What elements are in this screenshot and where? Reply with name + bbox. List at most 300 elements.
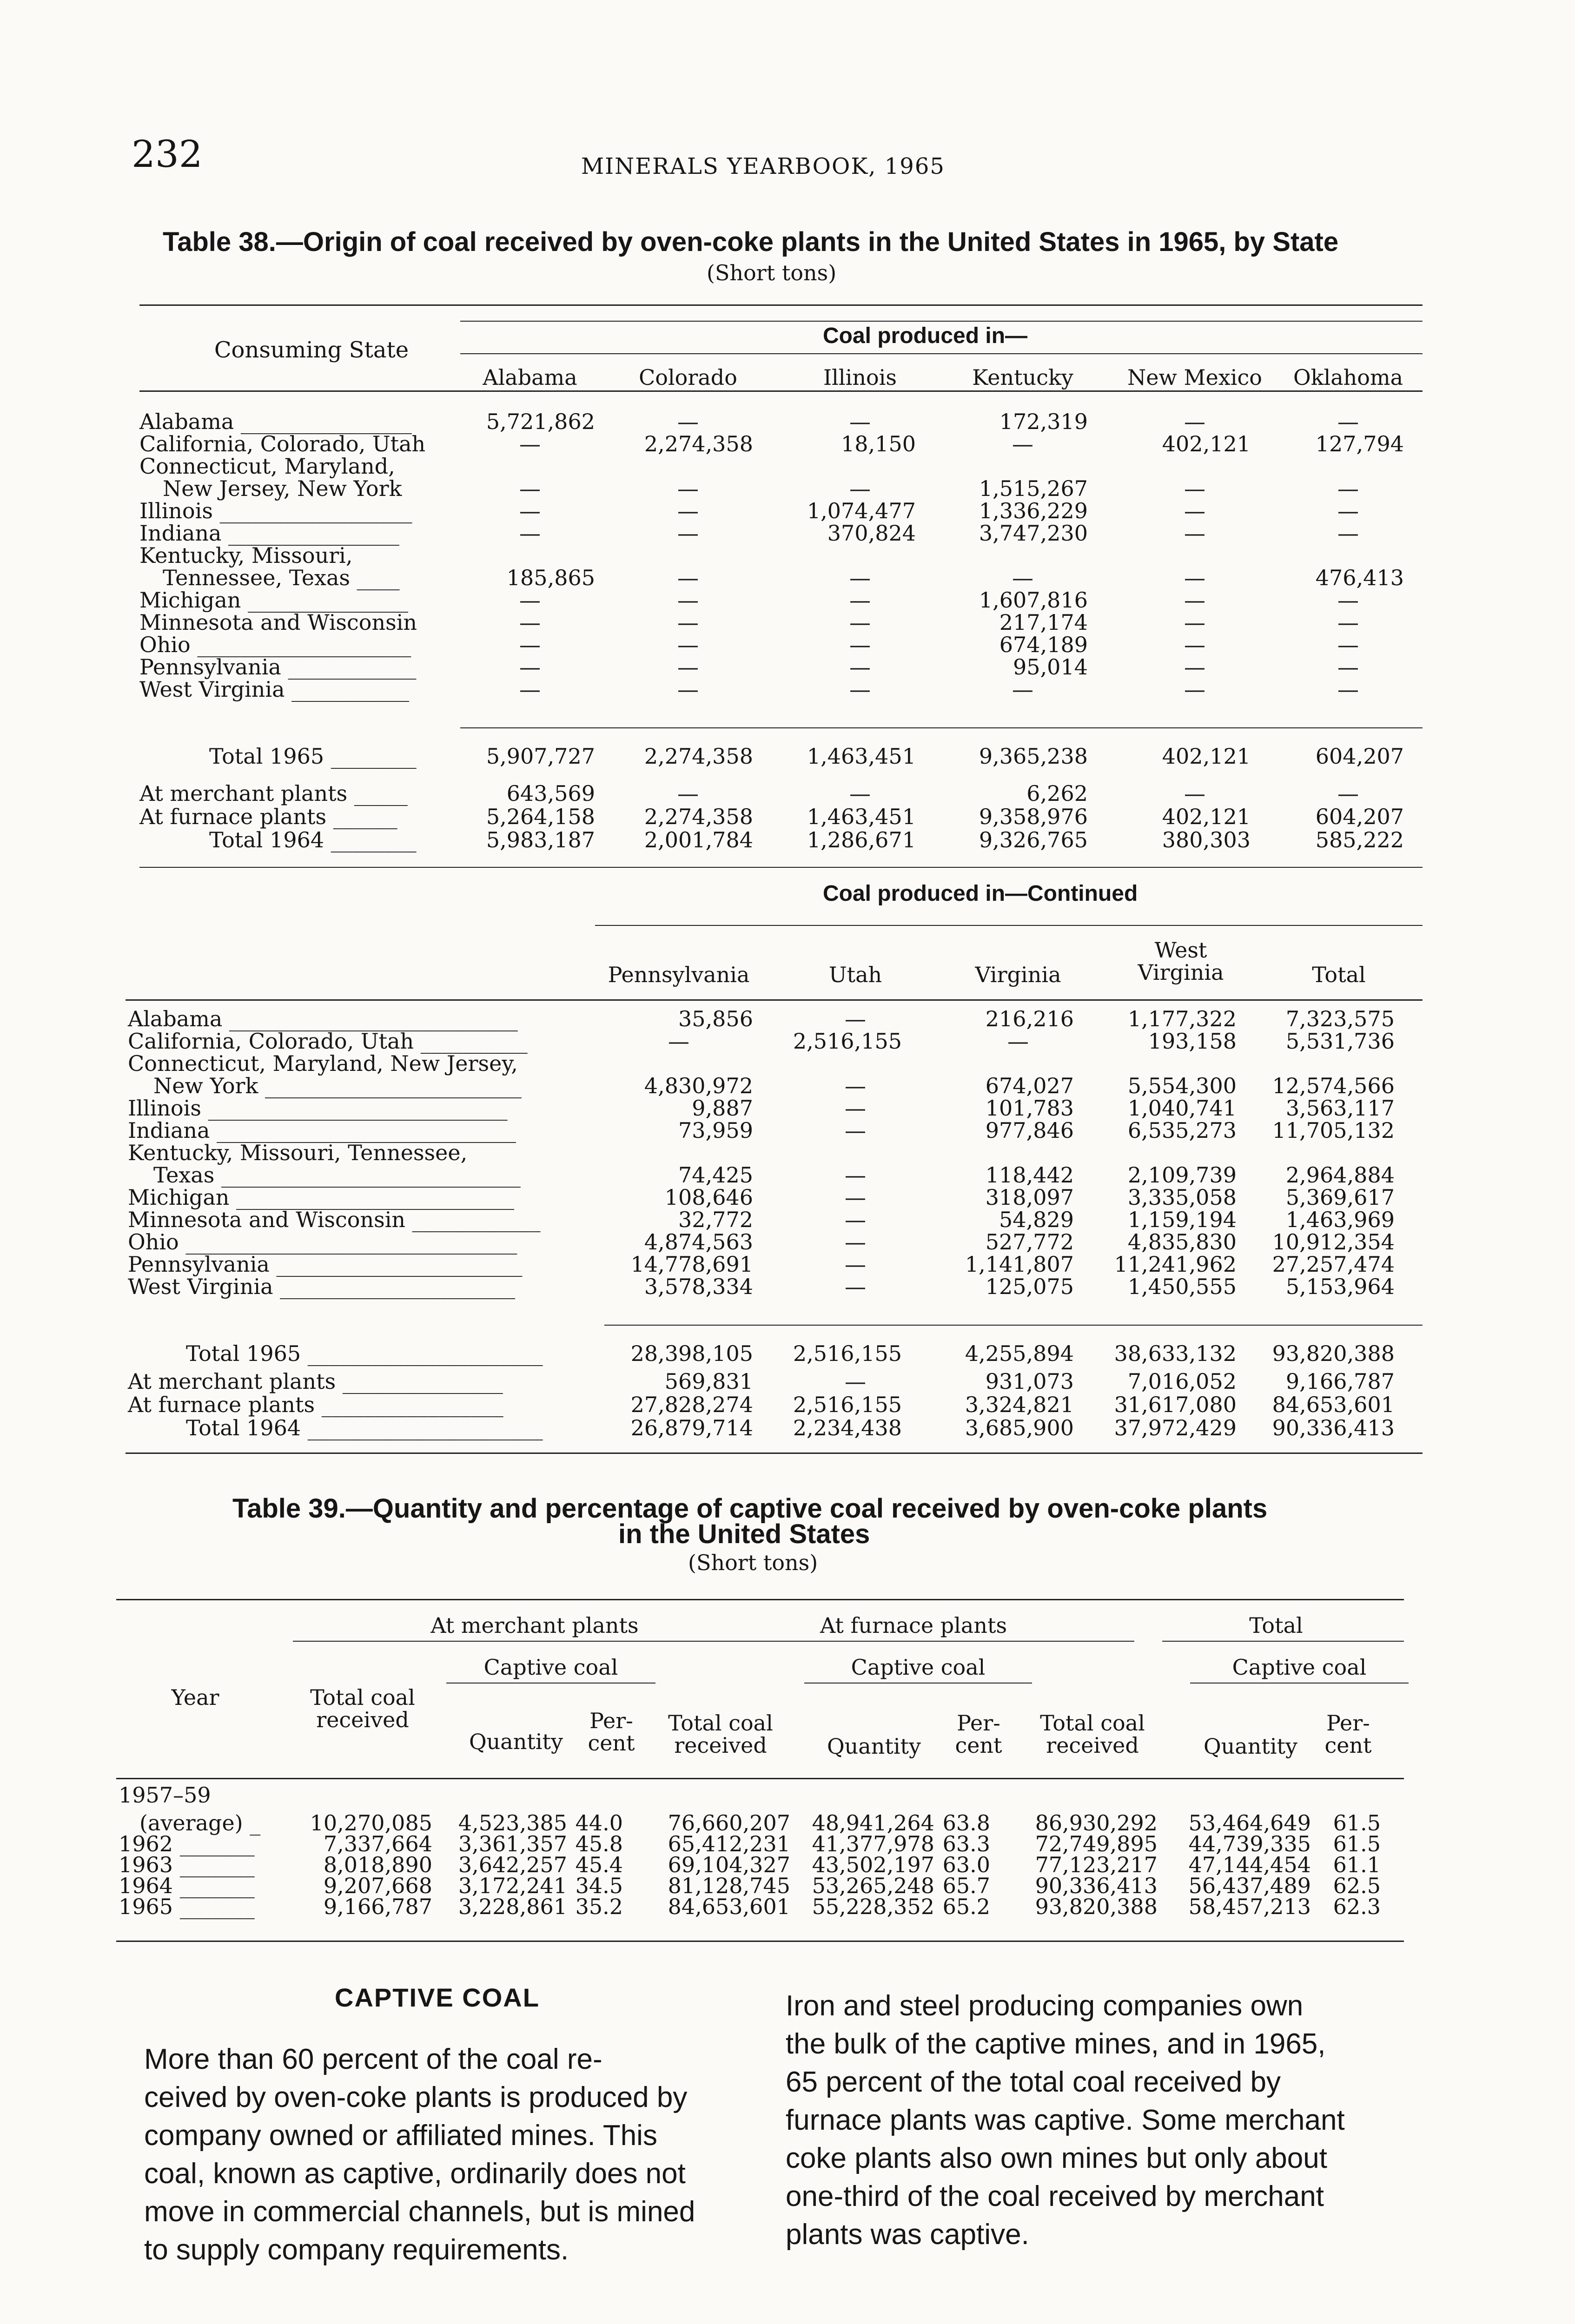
- table38-total-cell: 9,326,765: [979, 827, 1088, 852]
- table39-cell: 48,941,264: [812, 1810, 934, 1835]
- table38-cell: —: [1184, 610, 1205, 635]
- table38-column-header: Virginia: [975, 962, 1061, 987]
- table38-cell: —: [845, 1118, 866, 1143]
- table39-group-rule: [674, 1641, 1134, 1642]
- table38-row-label: Alabama ___________________________: [128, 1006, 518, 1031]
- table38-part2-header-rule: [126, 999, 1423, 1001]
- table39-total-coal-header: received: [316, 1707, 409, 1732]
- table38-cell: —: [519, 521, 541, 546]
- table39-cell: 7,337,664: [323, 1831, 432, 1856]
- table38-cell: 73,959: [678, 1118, 753, 1143]
- table38-column-header: Pennsylvania: [608, 962, 750, 987]
- table38-cell: 2,274,358: [644, 431, 753, 456]
- table38-cell: 1,040,741: [1127, 1096, 1237, 1121]
- table38-column-header: New Mexico: [1127, 365, 1262, 390]
- table39-cell: 65.2: [942, 1894, 990, 1919]
- table38-continued-header: Coal produced in—Continued: [823, 881, 1138, 906]
- table38-cell: —: [677, 409, 699, 434]
- table38-cell: —: [519, 588, 541, 613]
- captive-coal-left-line: ceived by oven-coke plants is produced by: [144, 2081, 688, 2113]
- table38-cell: 4,835,830: [1127, 1229, 1237, 1254]
- captive-coal-right-column: [786, 1987, 1345, 2254]
- table38-cell: 18,150: [841, 431, 916, 456]
- table39-group-rule: [1162, 1641, 1404, 1642]
- table39-cell: 61.5: [1333, 1810, 1381, 1835]
- table38-cell: 977,846: [985, 1118, 1074, 1143]
- table38-cell: 32,772: [678, 1207, 753, 1232]
- table38-total-cell: 2,274,358: [644, 744, 753, 769]
- table38-cell: 54,829: [999, 1207, 1074, 1232]
- table38-title: Table 38.—Origin of coal received by oven-coke plants in the United States in 1965, by State: [163, 227, 1339, 257]
- table38-cell: —: [1012, 677, 1033, 702]
- table39-year-cell: 1957–59: [119, 1783, 211, 1808]
- table38-row-label: California, Colorado, Utah __________: [128, 1029, 528, 1054]
- table39-total-coal-header: received: [674, 1733, 767, 1758]
- table38-cell: —: [677, 632, 699, 657]
- table38-cell: 5,153,964: [1285, 1274, 1395, 1299]
- table38-cell: —: [849, 610, 871, 635]
- table38-cell: —: [1184, 588, 1205, 613]
- table38-total-cell: —: [845, 1369, 866, 1394]
- table38-cell: —: [1337, 654, 1359, 680]
- table39-total-coal-header: Total coal: [310, 1685, 415, 1710]
- table39-title-line1: Table 39.—Quantity and percentage of captive coal received by oven-coke plants: [232, 1493, 1268, 1524]
- table38-column-header: Oklahoma: [1293, 365, 1403, 390]
- captive-coal-left-line: coal, known as captive, ordinarily does not: [144, 2158, 686, 2190]
- table38-cell: 95,014: [1013, 654, 1088, 680]
- table39-cell: 72,749,895: [1035, 1831, 1158, 1856]
- table38-cell: —: [519, 610, 541, 635]
- table38-top-rule: [139, 304, 1423, 306]
- table38-row-label: Tennessee, Texas ____: [163, 565, 400, 590]
- table38-row-label: Michigan _______________: [139, 588, 409, 613]
- table39-cell: 90,336,413: [1035, 1873, 1158, 1898]
- table39-captive-rule: [1190, 1683, 1409, 1684]
- captive-coal-right-line: coke plants also own mines but only about: [786, 2142, 1327, 2174]
- captive-coal-right-line: furnace plants was captive. Some merchant: [786, 2104, 1345, 2136]
- table38-total-cell: 37,972,429: [1114, 1415, 1237, 1440]
- table38-cell: 74,425: [678, 1162, 753, 1188]
- table38-cell: 1,159,194: [1127, 1207, 1237, 1232]
- page-number: 232: [132, 132, 203, 176]
- table38-cell: —: [1184, 654, 1205, 680]
- table39-cell: 62.3: [1333, 1894, 1381, 1919]
- table39-cell: 45.4: [575, 1852, 623, 1877]
- table38-cell: 1,141,807: [965, 1252, 1074, 1277]
- table38-column-header: Illinois: [823, 365, 897, 390]
- table38-row-label: Minnesota and Wisconsin ____________: [128, 1207, 541, 1232]
- table38-cell: 5,721,862: [486, 409, 595, 434]
- captive-coal-right-line: Iron and steel producing companies own: [786, 1990, 1304, 2022]
- table38-total-cell: 1,463,451: [807, 744, 916, 769]
- table38-total-cell: 604,207: [1315, 744, 1404, 769]
- table38-total-label: Total 1965 ________: [209, 744, 417, 769]
- table39-cell: 63.3: [942, 1831, 990, 1856]
- table39-cell: 35.2: [575, 1894, 623, 1919]
- table39-cell: 41,377,978: [812, 1831, 934, 1856]
- table39-percent-header: cent: [1324, 1733, 1372, 1758]
- table39-group-header: At furnace plants: [820, 1613, 1007, 1638]
- table39-captive-rule: [446, 1683, 655, 1684]
- table39-cell: 10,270,085: [310, 1810, 432, 1835]
- table39-title-line2: in the United States: [618, 1519, 870, 1549]
- table38-column-header: Total: [1312, 962, 1366, 987]
- table39-total-coal-header: received: [1046, 1733, 1139, 1758]
- table39-total-coal-header: Total coal: [1040, 1710, 1145, 1736]
- table38-cell: —: [1337, 588, 1359, 613]
- table38-total-cell: —: [1184, 781, 1205, 806]
- table38-cell: 5,531,736: [1285, 1029, 1395, 1054]
- table38-cell: —: [1337, 610, 1359, 635]
- table38-cell: —: [845, 1185, 866, 1210]
- table38-row-label: West Virginia ______________________: [128, 1274, 516, 1299]
- table39-cell: 65,412,231: [668, 1831, 790, 1856]
- table38-total-cell: 402,121: [1162, 804, 1251, 829]
- table38-cell: 1,450,555: [1127, 1274, 1237, 1299]
- table38-total-cell: 4,255,894: [965, 1341, 1074, 1366]
- table39-percent-header: cent: [588, 1730, 635, 1756]
- table39-quantity-header: Quantity: [469, 1729, 563, 1754]
- table38-cell: 3,747,230: [979, 521, 1088, 546]
- table38-row-label: Ohio ____________________: [139, 632, 411, 657]
- table38-row-label: Connecticut, Maryland,: [139, 454, 395, 479]
- table38-cell: 674,189: [999, 632, 1088, 657]
- table38-column-header: Utah: [828, 962, 882, 987]
- table38-group-rule: [460, 321, 1423, 322]
- table38-cell: 185,865: [506, 565, 595, 590]
- table38-cell: 1,463,969: [1285, 1207, 1395, 1232]
- table38-row-label: Indiana ____________________________: [128, 1118, 516, 1143]
- table38-cell: —: [519, 654, 541, 680]
- table39-percent-header: Per-: [957, 1710, 1000, 1736]
- table39-cell: 53,265,248: [812, 1873, 934, 1898]
- table39-year-cell: 1962 _______: [119, 1831, 255, 1856]
- table38-total-cell: —: [849, 781, 871, 806]
- table38-row-label: Ohio _______________________________: [128, 1229, 517, 1254]
- table38-cell: —: [1337, 498, 1359, 523]
- table38-cell: 2,109,739: [1127, 1162, 1237, 1188]
- table38-cell: —: [849, 588, 871, 613]
- table38-cell: 9,887: [692, 1096, 753, 1121]
- table39-cell: 47,144,454: [1188, 1852, 1311, 1877]
- table38-cell: 7,323,575: [1285, 1006, 1395, 1031]
- table39-year-cell: 1964 _______: [119, 1873, 255, 1898]
- captive-coal-right-line: plants was captive.: [786, 2218, 1029, 2251]
- table38-total-cell: 604,207: [1315, 804, 1404, 829]
- table39-cell: 81,128,745: [668, 1873, 790, 1898]
- table38-cell: 1,074,477: [807, 498, 916, 523]
- table38-cell: —: [677, 521, 699, 546]
- table38-cell: —: [845, 1162, 866, 1188]
- table38-cell: 674,027: [985, 1073, 1074, 1098]
- table38-part2-bottom-rule: [126, 1452, 1423, 1454]
- table38-cell: 3,335,058: [1127, 1185, 1237, 1210]
- table38-cell: —: [849, 565, 871, 590]
- table38-total-cell: 9,358,976: [979, 804, 1088, 829]
- table38-cell: 476,413: [1315, 565, 1404, 590]
- table38-cell: 1,177,322: [1127, 1006, 1237, 1031]
- table38-cell: 2,516,155: [793, 1029, 902, 1054]
- table38-cell: —: [845, 1274, 866, 1299]
- table39-header-rule: [116, 1778, 1404, 1779]
- table38-cell: —: [1337, 476, 1359, 501]
- table39-quantity-header: Quantity: [1203, 1734, 1298, 1759]
- table38-cell: 10,912,354: [1272, 1229, 1395, 1254]
- table38-cell: 5,554,300: [1127, 1073, 1237, 1098]
- captive-coal-right-line: the bulk of the captive mines, and in 1965,: [786, 2028, 1326, 2060]
- table38-total-cell: 2,516,155: [793, 1392, 902, 1417]
- table38-cell: —: [845, 1229, 866, 1254]
- table39-year-cell: 1963 _______: [119, 1852, 255, 1877]
- table39-percent-header: Per-: [1326, 1710, 1370, 1736]
- table39-percent-header: Per-: [589, 1708, 633, 1733]
- table38-total-label: Total 1964 ______________________: [186, 1415, 543, 1440]
- table38-total-cell: 380,303: [1162, 827, 1251, 852]
- table38-cell: —: [1184, 632, 1205, 657]
- table38-cell: —: [1184, 476, 1205, 501]
- table38-cell: 12,574,566: [1272, 1073, 1395, 1098]
- table39-total-coal-header: Total coal: [668, 1710, 773, 1736]
- table38-cell: —: [668, 1029, 689, 1054]
- table38-cell: 217,174: [999, 610, 1088, 635]
- table39-cell: 44,739,335: [1188, 1831, 1311, 1856]
- table38-row-label: New Jersey, New York: [163, 476, 402, 501]
- table38-cell: 1,607,816: [979, 588, 1088, 613]
- table39-cell: 3,172,241: [458, 1873, 567, 1898]
- table39-quantity-header: Quantity: [827, 1734, 921, 1759]
- table38-cell: —: [519, 431, 541, 456]
- captive-coal-left-line: More than 60 percent of the coal re-: [144, 2043, 602, 2075]
- table38-total-cell: 2,516,155: [793, 1341, 902, 1366]
- table38-group-header: Coal produced in—: [823, 324, 1028, 348]
- table38-total-label: At merchant plants _____: [139, 781, 408, 806]
- table38-cell: —: [677, 588, 699, 613]
- table39-captive-rule: [804, 1683, 1032, 1684]
- table39-year-cell: (average) _: [139, 1810, 261, 1835]
- table39-cell: 56,437,489: [1188, 1873, 1311, 1898]
- table38-total-cell: 569,831: [664, 1369, 753, 1394]
- table38-row-label: West Virginia ___________: [139, 677, 410, 702]
- table39-cell: 84,653,601: [668, 1894, 790, 1919]
- table38-cell: 27,257,474: [1272, 1252, 1395, 1277]
- table38-row-label: Kentucky, Missouri, Tennessee,: [128, 1140, 468, 1165]
- table38-cell: —: [845, 1252, 866, 1277]
- table38-total-cell: 585,222: [1315, 827, 1404, 852]
- table39-percent-header: cent: [955, 1733, 1002, 1758]
- table39-cell: 45.8: [575, 1831, 623, 1856]
- table38-cell: 216,216: [985, 1006, 1074, 1031]
- table38-total-cell: 7,016,052: [1127, 1369, 1237, 1394]
- table38-cell: —: [1184, 498, 1205, 523]
- table38-cell: —: [677, 677, 699, 702]
- captive-coal-left-line: move in commercial channels, but is mined: [144, 2196, 695, 2228]
- table38-total-cell: 1,286,671: [807, 827, 916, 852]
- table38-cell: 193,158: [1148, 1029, 1237, 1054]
- table38-total-label: Total 1965 ______________________: [186, 1341, 543, 1366]
- table38-cell: —: [849, 632, 871, 657]
- table39-cell: 77,123,217: [1035, 1852, 1158, 1877]
- table39-year-cell: 1965 _______: [119, 1894, 255, 1919]
- table38-total-cell: 38,633,132: [1114, 1341, 1237, 1366]
- table39-cell: 34.5: [575, 1873, 623, 1898]
- table38-part1-bottom-rule: [139, 867, 1423, 868]
- table38-part2-totals-rule: [604, 1325, 1423, 1326]
- table38-header-rule: [139, 390, 1423, 392]
- table38-row-label: Kentucky, Missouri,: [139, 543, 353, 568]
- table38-cell: —: [519, 677, 541, 702]
- table39-group-header: Total: [1249, 1613, 1303, 1638]
- table39-units: (Short tons): [688, 1550, 818, 1575]
- table39-cell: 3,361,357: [458, 1831, 567, 1856]
- table38-cell: —: [849, 654, 871, 680]
- table39-cell: 9,207,668: [323, 1873, 432, 1898]
- table38-total-cell: 2,001,784: [644, 827, 753, 852]
- table38-cell: —: [1184, 521, 1205, 546]
- table38-row-label: Indiana ________________: [139, 521, 400, 546]
- table39-cell: 58,457,213: [1188, 1894, 1311, 1919]
- table38-cell: —: [845, 1207, 866, 1232]
- table38-row-label: Michigan __________________________: [128, 1185, 515, 1210]
- table38-cell: —: [519, 476, 541, 501]
- table38-cell: 370,824: [827, 521, 916, 546]
- table38-cell: 35,856: [678, 1006, 753, 1031]
- table38-total-cell: 9,365,238: [979, 744, 1088, 769]
- table38-cell: —: [677, 654, 699, 680]
- table38-row-label: Connecticut, Maryland, New Jersey,: [128, 1051, 518, 1076]
- table38-total-cell: 402,121: [1162, 744, 1251, 769]
- table38-cell: 101,783: [985, 1096, 1074, 1121]
- table38-total-cell: 3,685,900: [965, 1415, 1074, 1440]
- table38-cell: —: [1184, 409, 1205, 434]
- table38-total-cell: 26,879,714: [630, 1415, 753, 1440]
- table38-cell: 11,705,132: [1272, 1118, 1395, 1143]
- table38-row-label: Pennsylvania _______________________: [128, 1252, 523, 1277]
- captive-coal-right-line: 65 percent of the total coal received by: [786, 2066, 1281, 2098]
- table38-cell: —: [677, 565, 699, 590]
- table38-cell: 5,369,617: [1285, 1185, 1395, 1210]
- table38-cell: 6,535,273: [1127, 1118, 1237, 1143]
- running-head: MINERALS YEARBOOK, 1965: [581, 153, 945, 179]
- table39-cell: 9,166,787: [323, 1894, 432, 1919]
- table39-cell: 86,930,292: [1035, 1810, 1158, 1835]
- table38-row-label: Minnesota and Wisconsin: [139, 610, 417, 635]
- table39-cell: 53,464,649: [1188, 1810, 1311, 1835]
- table38-cell: 318,097: [985, 1185, 1074, 1210]
- table38-cell: 2,964,884: [1285, 1162, 1395, 1188]
- captive-coal-left-column: [144, 2040, 695, 2269]
- table39-cell: 61.5: [1333, 1831, 1381, 1856]
- table39-group-header: At merchant plants: [430, 1613, 639, 1638]
- table39-cell: 3,642,257: [458, 1852, 567, 1877]
- table38-cell: 1,515,267: [979, 476, 1088, 501]
- table38-total-cell: 1,463,451: [807, 804, 916, 829]
- table38-total-cell: —: [677, 781, 699, 806]
- table38-total-cell: 3,324,821: [965, 1392, 1074, 1417]
- consuming-state-header: Consuming State: [214, 337, 409, 363]
- table39-cell: 62.5: [1333, 1873, 1381, 1898]
- table39-captive-header: Captive coal: [851, 1655, 986, 1680]
- table38-total-label: At furnace plants _________________: [128, 1392, 503, 1417]
- table38-cell: 172,319: [999, 409, 1088, 434]
- table38-total-cell: 84,653,601: [1272, 1392, 1395, 1417]
- table39-cell: 93,820,388: [1035, 1894, 1158, 1919]
- table38-column-header: West Virginia: [1138, 938, 1224, 985]
- table38-cell: —: [1337, 632, 1359, 657]
- table39-cell: 43,502,197: [812, 1852, 934, 1877]
- table38-row-label: Illinois __________________: [139, 498, 412, 523]
- table38-cell: 11,241,962: [1114, 1252, 1237, 1277]
- table38-totals-rule: [460, 727, 1423, 728]
- table38-cell: —: [1337, 677, 1359, 702]
- table38-total-label: At merchant plants _______________: [128, 1369, 503, 1394]
- table38-cell: 1,336,229: [979, 498, 1088, 523]
- table39-cell: 55,228,352: [812, 1894, 934, 1919]
- table38-cell: —: [519, 632, 541, 657]
- table38-cell: 127,794: [1315, 431, 1404, 456]
- table39-captive-header: Captive coal: [483, 1655, 618, 1680]
- table39-cell: 61.1: [1333, 1852, 1381, 1877]
- table39-cell: 8,018,890: [323, 1852, 432, 1877]
- table38-total-cell: —: [1337, 781, 1359, 806]
- table38-total-cell: 31,617,080: [1114, 1392, 1237, 1417]
- table38-cell: —: [1007, 1029, 1029, 1054]
- table38-cell: 527,772: [985, 1229, 1074, 1254]
- table38-total-cell: 6,262: [1026, 781, 1088, 806]
- table38-cell: —: [849, 677, 871, 702]
- table38-cell: —: [1012, 565, 1033, 590]
- table38-total-cell: 2,234,438: [793, 1415, 902, 1440]
- table38-cell: —: [1337, 521, 1359, 546]
- table38-cell: 125,075: [985, 1274, 1074, 1299]
- table38-total-cell: 2,274,358: [644, 804, 753, 829]
- table38-cell: 4,830,972: [644, 1073, 753, 1098]
- table38-total-label: Total 1964 ________: [209, 827, 417, 852]
- table38-cell: 108,646: [664, 1185, 753, 1210]
- table38-column-header: Kentucky: [972, 365, 1073, 390]
- table38-cell: —: [1184, 565, 1205, 590]
- table38-total-cell: 93,820,388: [1272, 1341, 1395, 1366]
- table38-cell: 402,121: [1162, 431, 1251, 456]
- table38-column-header: Alabama: [483, 365, 577, 390]
- table38-cell: —: [519, 498, 541, 523]
- table39-cell: 69,104,327: [668, 1852, 790, 1877]
- table38-total-cell: 9,166,787: [1285, 1369, 1395, 1394]
- table39-cell: 65.7: [942, 1873, 990, 1898]
- table38-cell: —: [677, 476, 699, 501]
- table39-cell: 76,660,207: [668, 1810, 790, 1835]
- table38-total-cell: 90,336,413: [1272, 1415, 1395, 1440]
- table39-cell: 4,523,385: [458, 1810, 567, 1835]
- table38-total-cell: 931,073: [985, 1369, 1074, 1394]
- table39-year-header: Year: [171, 1685, 219, 1710]
- table39-bottom-rule: [116, 1941, 1404, 1942]
- table38-cell: —: [1184, 677, 1205, 702]
- captive-coal-left-line: to supply company requirements.: [144, 2234, 569, 2266]
- table38-cell: 14,778,691: [630, 1252, 753, 1277]
- table38-cell: —: [1012, 431, 1033, 456]
- table38-column-header: Colorado: [639, 365, 737, 390]
- captive-coal-heading: CAPTIVE COAL: [335, 1983, 540, 2012]
- table38-row-label: Pennsylvania ____________: [139, 654, 417, 680]
- table38-units: (Short tons): [707, 260, 837, 285]
- table38-cell: —: [845, 1006, 866, 1031]
- table38-row-label: Texas ____________________________: [153, 1162, 521, 1188]
- table38-total-cell: 28,398,105: [630, 1341, 753, 1366]
- captive-coal-left-line: company owned or affiliated mines. This: [144, 2119, 657, 2152]
- table38-cell: 118,442: [985, 1162, 1074, 1188]
- table38-row-label: Illinois ____________________________: [128, 1096, 508, 1121]
- table38-total-cell: 5,983,187: [486, 827, 595, 852]
